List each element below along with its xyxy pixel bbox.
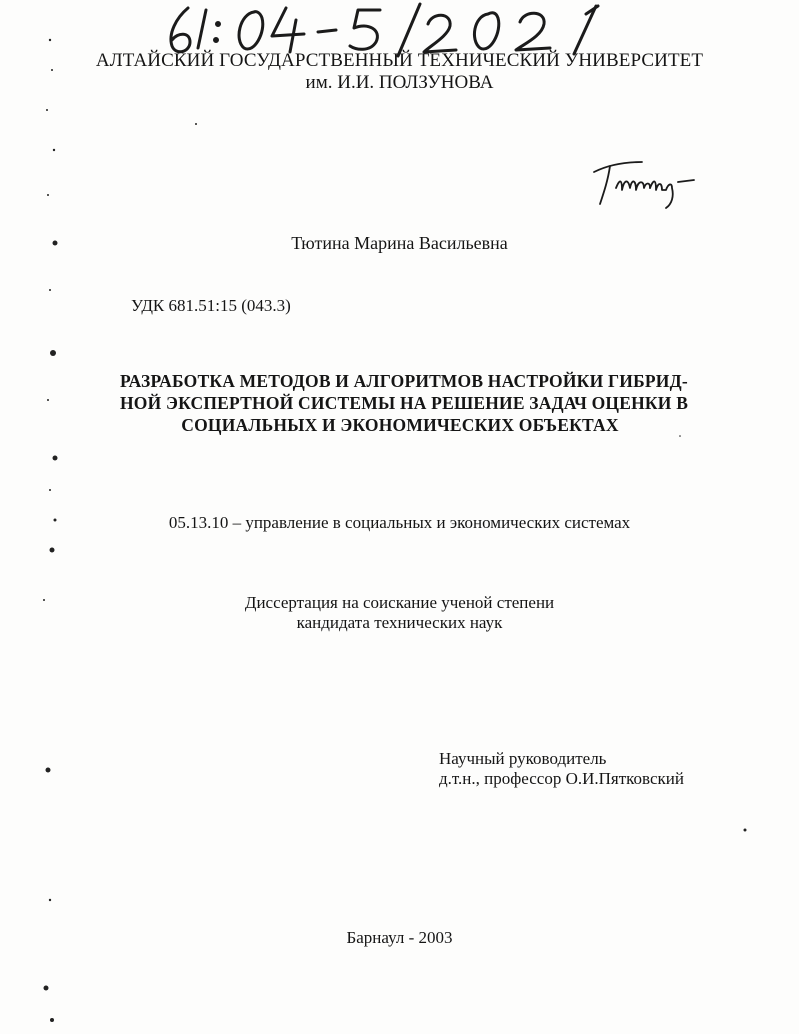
- dissertation-title: [120, 370, 689, 436]
- supervisor-label: Научный руководитель: [439, 749, 607, 768]
- udc-code: УДК 681.51:15 (043.3): [131, 296, 291, 315]
- degree-line: Диссертация на соискание ученой степени: [244, 593, 555, 612]
- university-subtitle: им. И.И. ПОЛЗУНОВА: [305, 72, 494, 93]
- university-name: АЛТАЙСКИЙ ГОСУДАРСТВЕННЫЙ ТЕХНИЧЕСКИЙ УНИВЕРСИТЕТ: [95, 50, 704, 71]
- degree-statement: [0, 593, 799, 633]
- title-line: РАЗРАБОТКА МЕТОДОВ И АЛГОРИТМОВ НАСТРОЙКИ ГИБРИД-: [120, 371, 688, 391]
- city-year: Барнаул - 2003: [346, 928, 453, 947]
- specialty-code: 05.13.10 – управление в социальных и экономических системах: [168, 513, 631, 532]
- supervisor-name: д.т.н., профессор О.И.Пятковский: [439, 769, 684, 788]
- supervisor-block: [439, 749, 684, 789]
- title-line: НОЙ ЭКСПЕРТНОЙ СИСТЕМЫ НА РЕШЕНИЕ ЗАДАЧ ОЦЕНКИ В: [120, 393, 689, 413]
- title-line: СОЦИАЛЬНЫХ И ЭКОНОМИЧЕСКИХ ОБЪЕКТАХ: [181, 415, 619, 435]
- signature-drawing: [590, 152, 710, 212]
- degree-line: кандидата технических наук: [296, 613, 503, 632]
- signature-image: [590, 152, 710, 212]
- author-name: Тютина Марина Васильевна: [291, 233, 508, 253]
